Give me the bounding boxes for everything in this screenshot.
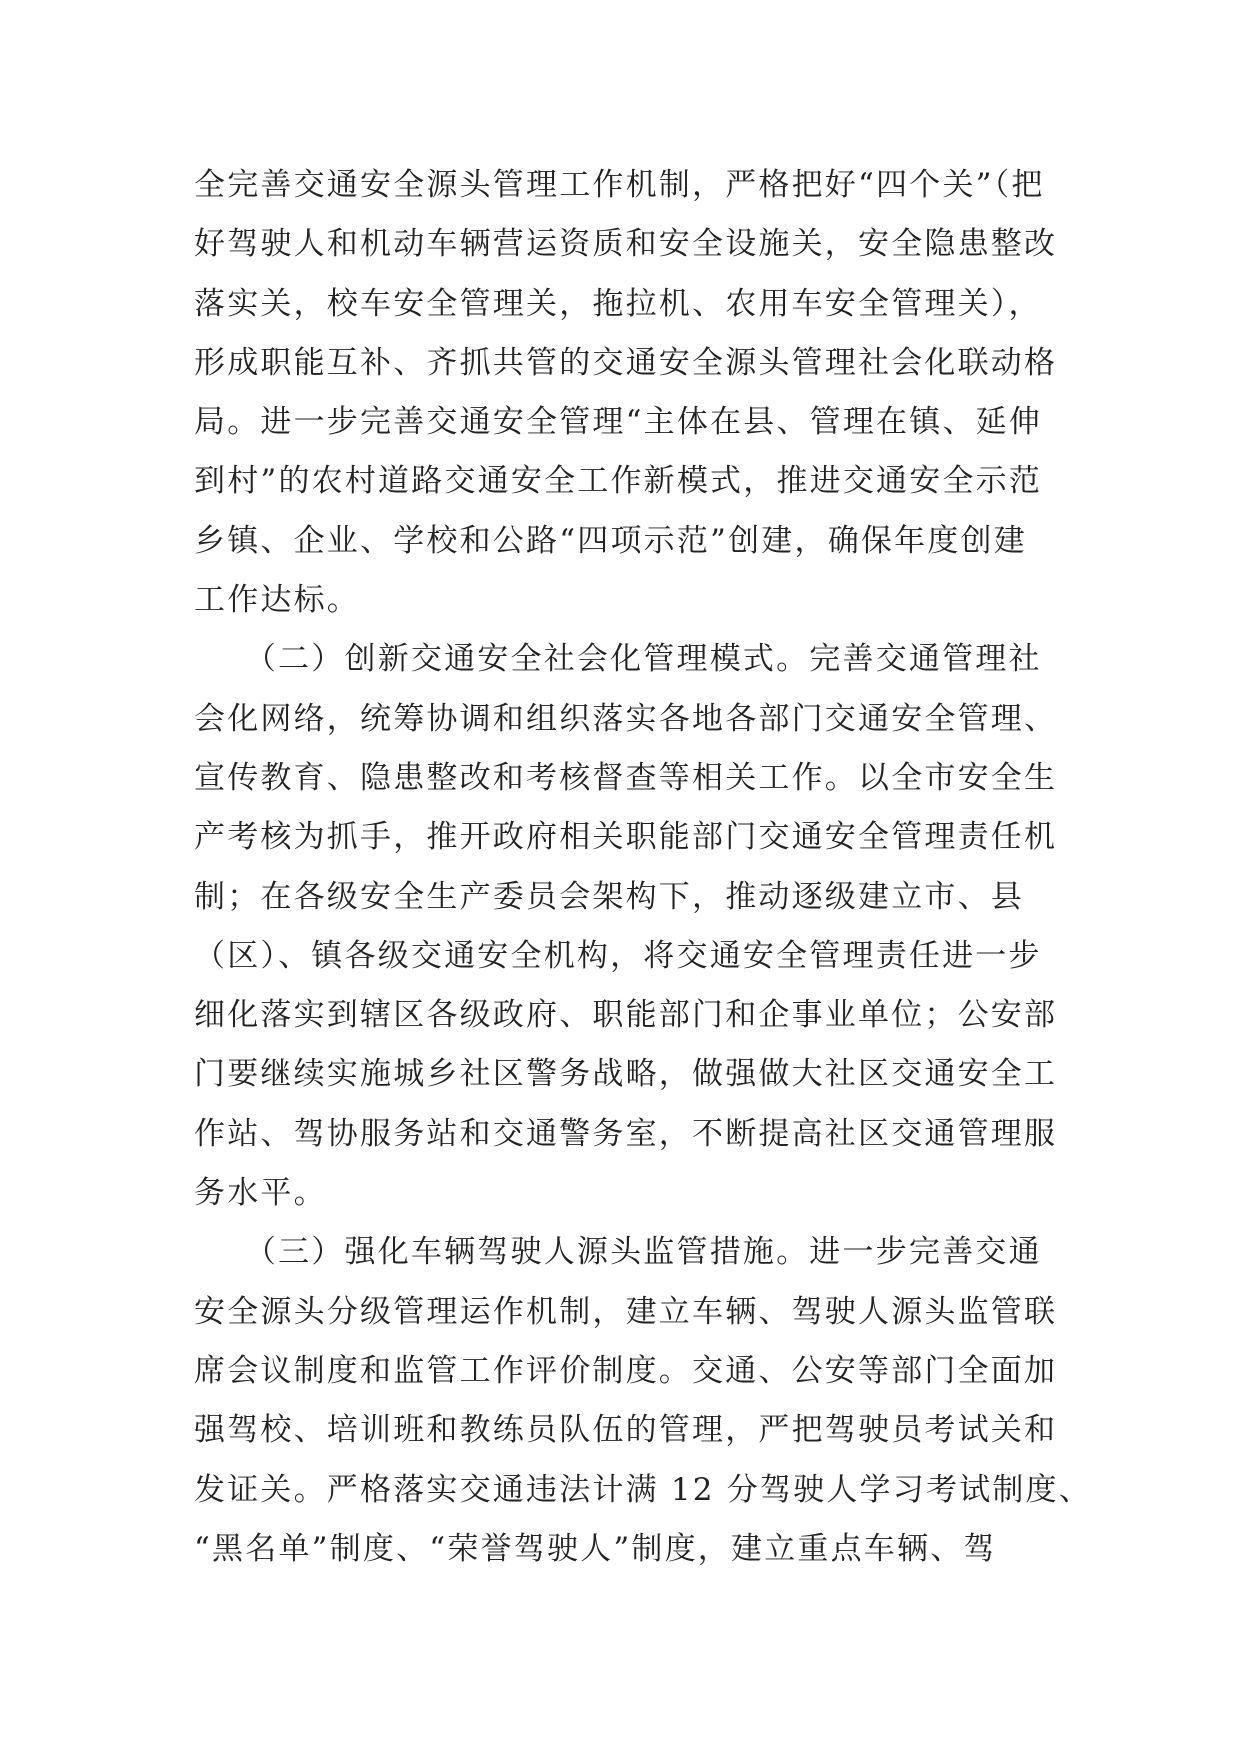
text-line: 务水平。 (194, 1175, 327, 1212)
body-text (194, 156, 1094, 1579)
text-line: 席会议制度和监管工作评价制度。交通、公安等部门全面加 (194, 1352, 1058, 1389)
text-line: 好驾驶人和机动车辆营运资质和安全设施关，安全隐患整改 (194, 226, 1058, 263)
text-line: 门要继续实施城乡社区警务战略，做强做大社区交通安全工 (194, 1056, 1058, 1093)
text-line: 会化网络，统筹协调和组织落实各地各部门交通安全管理、 (194, 700, 1058, 737)
text-line: “黑名单”制度、“荣誉驾驶人”制度，建立重点车辆、驾 (194, 1530, 997, 1567)
text-line: 发证关。严格落实交通违法计满 12 分驾驶人学习考试制度、 (194, 1471, 1092, 1508)
text-line: 到村”的农村道路交通安全工作新模式，推进交通安全示范 (194, 463, 1043, 500)
text-line: （区）、镇各级交通安全机构，将交通安全管理责任进一步 (194, 937, 1042, 974)
text-line: 形成职能互补、齐抓共管的交通安全源头管理社会化联动格 (194, 344, 1058, 381)
text-line: 全完善交通安全源头管理工作机制，严格把好“四个关”（把 (194, 167, 1045, 203)
section-heading-line: （二）创新交通安全社会化管理模式。完善交通管理社 (194, 641, 1042, 678)
text-line: 制；在各级安全生产委员会架构下，推动逐级建立市、县 (194, 878, 1024, 915)
text-line: 宣传教育、隐患整改和考核督查等相关工作。以全市安全生 (194, 759, 1058, 796)
text-line: 乡镇、企业、学校和公路“四项示范”创建，确保年度创建 (194, 522, 1027, 559)
section-heading-line: （三）强化车辆驾驶人源头监管措施。进一步完善交通 (194, 1234, 1042, 1271)
text-line: 强驾校、培训班和教练员队伍的管理，严把驾驶员考试关和 (194, 1412, 1058, 1449)
text-line: 落实关，校车安全管理关，拖拉机、农用车安全管理关）， (194, 285, 1042, 322)
text-line: 产考核为抓手，推开政府相关职能部门交通安全管理责任机 (194, 819, 1058, 856)
text-line: 局。进一步完善交通安全管理“主体在县、管理在镇、延伸 (194, 404, 1043, 441)
text-line: 工作达标。 (194, 582, 360, 619)
text-line: 安全源头分级管理运作机制，建立车辆、驾驶人源头监管联 (194, 1293, 1058, 1330)
text-line: 作站、驾协服务站和交通警务室，不断提高社区交通管理服 (194, 1115, 1058, 1152)
text-line: 细化落实到辖区各级政府、职能部门和企事业单位；公安部 (194, 997, 1058, 1034)
